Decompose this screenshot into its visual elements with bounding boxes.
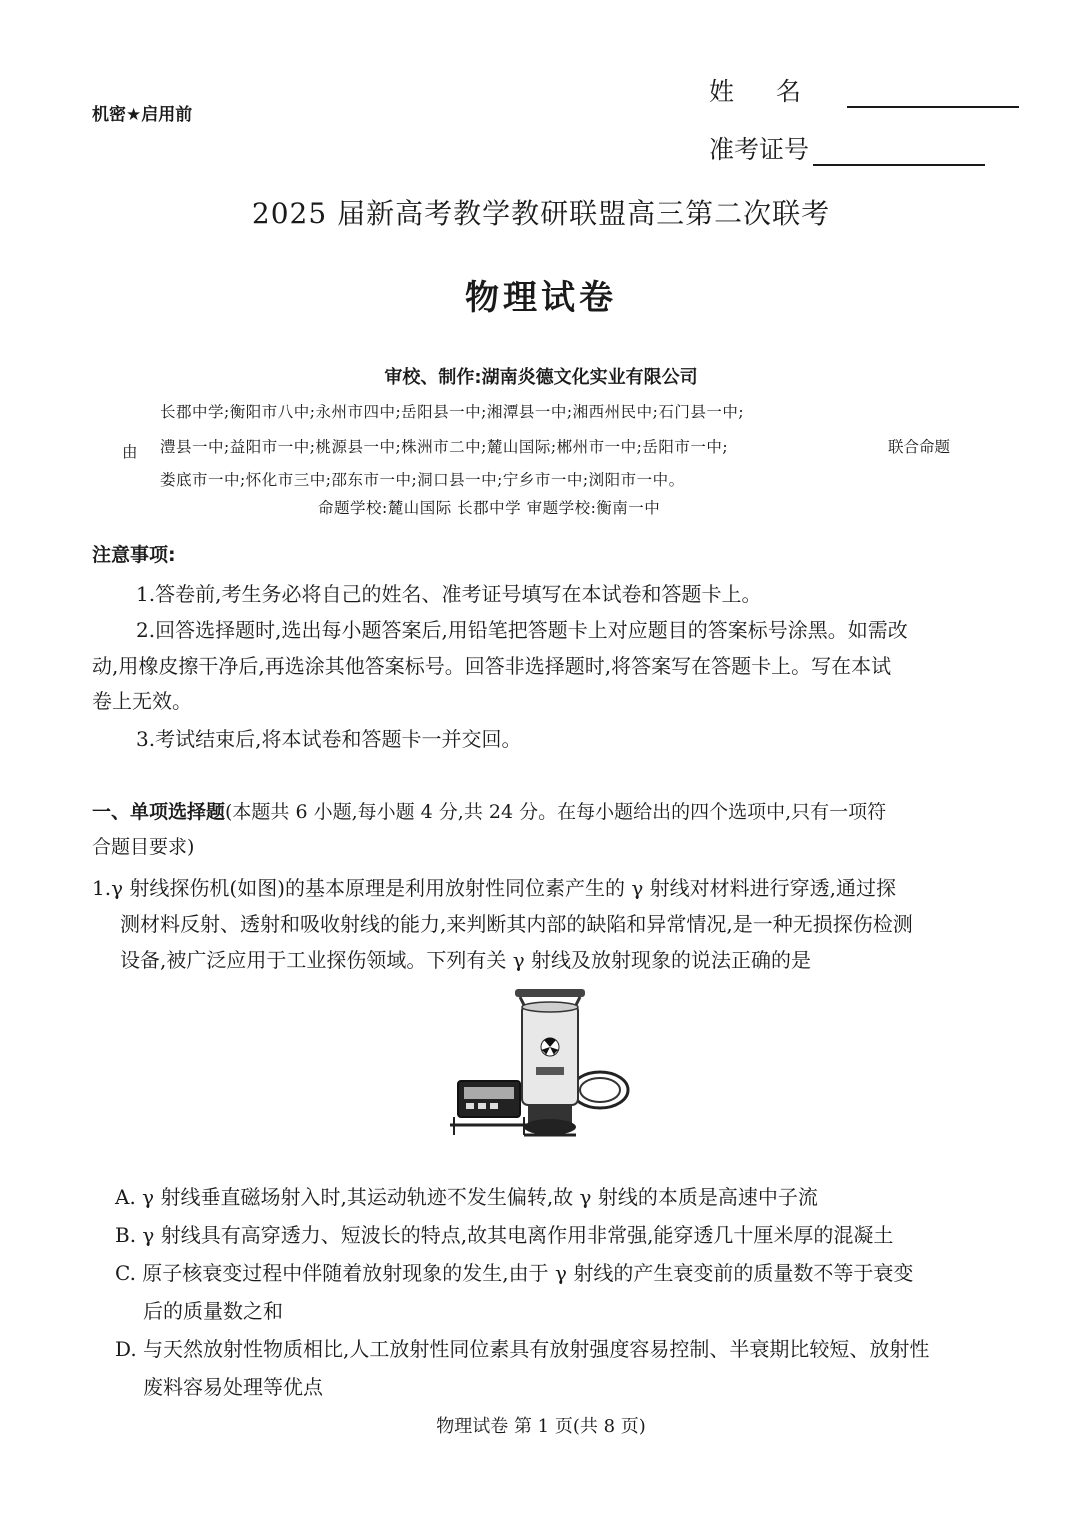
producer-line: 审校、制作:湖南炎德文化实业有限公司: [384, 367, 698, 388]
option-a: A. γ 射线垂直磁场射入时,其运动轨迹不发生偏转,故 γ 射线的本质是高速中子流: [115, 1185, 818, 1209]
section-title: 一、单项选择题: [92, 801, 226, 823]
note-item-2c: 卷上无效。: [92, 689, 192, 713]
option-d-line-1: D. 与天然放射性物质相比,人工放射性同位素具有放射强度容易控制、半衰期比较短、放射性: [115, 1337, 930, 1361]
question-1-stem-c: 设备,被广泛应用于工业探伤领域。下列有关 γ 射线及放射现象的说法正确的是: [120, 948, 812, 972]
page-footer: 物理试卷 第 1 页(共 8 页): [436, 1416, 646, 1437]
section-desc-a: (本题共 6 小题,每小题 4 分,共 24 分。在每小题给出的四个选项中,只有一项符: [225, 801, 887, 823]
ticket-label: 准考证号: [709, 135, 810, 164]
option-c-line-2: 后的质量数之和: [143, 1299, 283, 1323]
gamma-flaw-detector-figure: [440, 985, 640, 1145]
option-c-line-1: C. 原子核衰变过程中伴随着放射现象的发生,由于 γ 射线的产生衰变前的质量数不等于衰变: [115, 1261, 914, 1285]
notes-heading: 注意事项:: [92, 544, 176, 566]
option-d-line-2: 废料容易处理等优点: [143, 1375, 323, 1399]
name-label: 姓名: [709, 77, 844, 106]
note-item-1: 1.答卷前,考生务必将自己的姓名、准考证号填写在本试卷和答题卡上。: [136, 582, 762, 606]
question-1-stem-a: 1.γ 射线探伤机(如图)的基本原理是利用放射性同位素产生的 γ 射线对材料进行穿透,通过探: [92, 876, 897, 900]
section-desc-b: 合题目要求): [92, 836, 195, 858]
section-title-line: [92, 797, 886, 824]
exam-title: 2025 届新高考教学教研联盟高三第二次联考: [251, 197, 831, 230]
schools-prefix: 由: [122, 443, 138, 461]
schools-line-2: 澧县一中;益阳市一中;桃源县一中;株洲市二中;麓山国际;郴州市一中;岳阳市一中;: [160, 438, 729, 456]
note-item-2a: 2.回答选择题时,选出每小题答案后,用铅笔把答题卡上对应题目的答案标号涂黑。如需改: [136, 618, 908, 642]
name-blank: [847, 84, 1019, 108]
question-1-stem-b: 测材料反射、透射和吸收射线的能力,来判断其内部的缺陷和异常情况,是一种无损探伤检测: [120, 912, 913, 936]
option-b: B. γ 射线具有高穿透力、短波长的特点,故其电离作用非常强,能穿透几十厘米厚的混凝土: [115, 1223, 894, 1247]
schools-line-3: 娄底市一中;怀化市三中;邵东市一中;洞口县一中;宁乡市一中;浏阳市一中。: [160, 471, 685, 489]
ticket-field: [709, 130, 985, 166]
note-item-3: 3.考试结束后,将本试卷和答题卡一并交回。: [136, 727, 522, 751]
schools-line-1: 长郡中学;衡阳市八中;永州市四中;岳阳县一中;湘潭县一中;湘西州民中;石门县一中;: [160, 403, 745, 421]
schools-line-4: 命题学校:麓山国际 长郡中学 审题学校:衡南一中: [318, 499, 661, 517]
name-field: [709, 72, 1019, 108]
confidential-mark: 机密★启用前: [92, 105, 193, 125]
subject-title: 物理试卷: [465, 278, 617, 318]
note-item-2b: 动,用橡皮擦干净后,再选涂其他答案标号。回答非选择题时,将答案写在答题卡上。写在本试: [92, 654, 892, 678]
ticket-blank: [813, 142, 985, 166]
schools-suffix: 联合命题: [888, 438, 951, 456]
